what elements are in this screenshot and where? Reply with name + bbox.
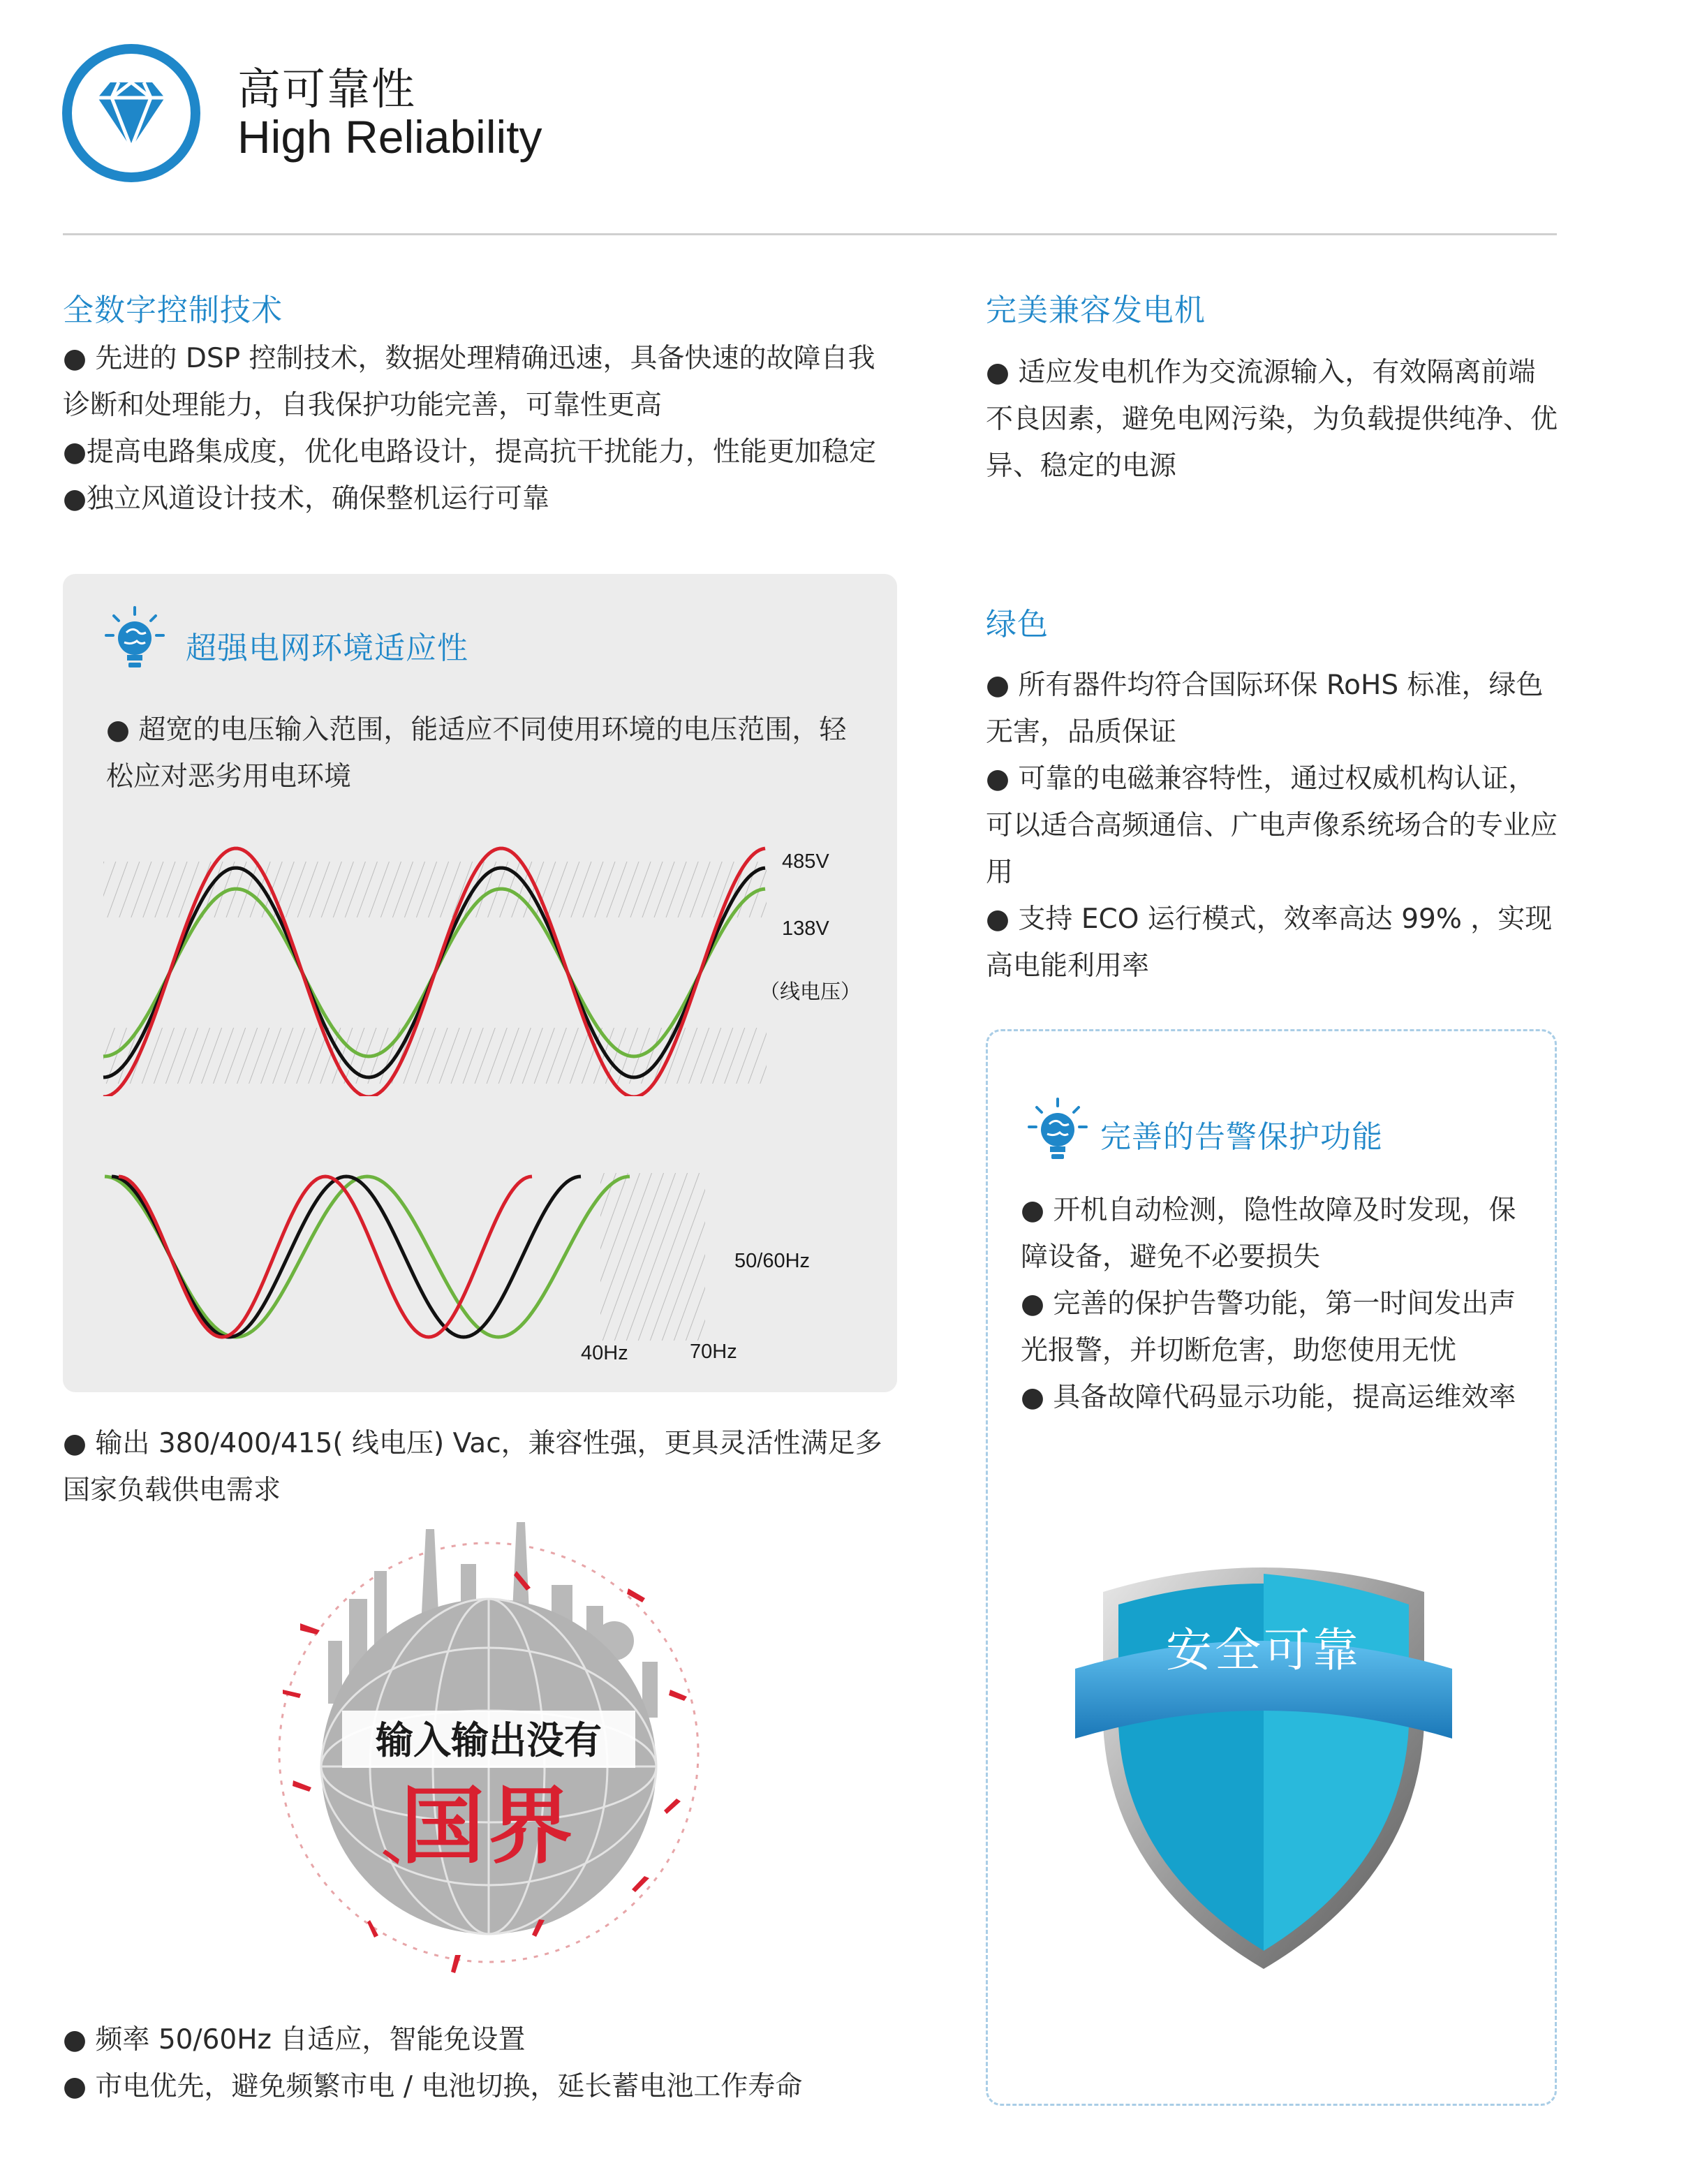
page-title-en: High Reliability bbox=[237, 111, 542, 163]
label-485v: 485V bbox=[782, 850, 829, 873]
label-line-voltage: （线电压） bbox=[760, 981, 862, 1003]
wave-black bbox=[112, 1176, 581, 1337]
alarm-title: 完善的告警保护功能 bbox=[1100, 1119, 1383, 1155]
alarm-bullet: ● 开机自动检测，隐性故障及时发现，保障设备，避免不必要损失 bbox=[1021, 1195, 1516, 1273]
output-bullet-item: ● 市电优先，避免频繁市电 / 电池切换，延长蓄电池工作寿命 bbox=[63, 2071, 803, 2102]
output-bullet-item: ● 频率 50/60Hz 自适应，智能免设置 bbox=[63, 2024, 526, 2056]
shield-text: 安全可靠 bbox=[1166, 1623, 1361, 1677]
alarm-bullet: ● 完善的保护告警功能，第一时间发出声光报警，并切断危害，助您使用无忧 bbox=[1021, 1288, 1516, 1366]
generator-bullet: ● 适应发电机作为交流源输入，有效隔离前端不良因素，避免电网污染，为负载提供纯净、优异、稳定的电源 bbox=[986, 357, 1558, 482]
low-voltage-band bbox=[103, 1028, 767, 1084]
grid-title: 超强电网环境适应性 bbox=[186, 630, 468, 666]
globe-text-line1: 输入输出没有 bbox=[376, 1718, 602, 1762]
output-bullets bbox=[63, 2016, 901, 2110]
wave-red bbox=[119, 1176, 532, 1337]
digital-bullet: ●独立风道设计技术，确保整机运行可靠 bbox=[63, 483, 550, 515]
digital-title: 全数字控制技术 bbox=[63, 293, 283, 328]
label-70hz: 70Hz bbox=[690, 1341, 737, 1363]
alarm-bullets bbox=[1021, 1187, 1537, 1421]
alarm-bullet: ● 具备故障代码显示功能，提高运维效率 bbox=[1021, 1382, 1516, 1413]
green-bullet: ● 支持 ECO 运行模式，效率高达 99% ，实现高电能利用率 bbox=[986, 903, 1553, 982]
grid-bullet: ● 超宽的电压输入范围，能适应不同使用环境的电压范围，轻松应对恶劣用电环境 bbox=[106, 714, 847, 792]
high-voltage-band bbox=[103, 862, 767, 917]
green-bullets bbox=[986, 662, 1562, 989]
voltage-wave-diagram bbox=[98, 845, 796, 1096]
generator-title: 完美兼容发电机 bbox=[986, 293, 1206, 328]
digital-bullets bbox=[63, 335, 901, 522]
label-138v: 138V bbox=[782, 917, 829, 940]
green-bullet: ● 所有器件均符合国际环保 RoHS 标准，绿色无害，品质保证 bbox=[986, 670, 1544, 748]
lightbulb-globe-icon bbox=[103, 605, 166, 674]
label-50-60hz: 50/60Hz bbox=[734, 1250, 811, 1272]
output-bullet: ● 输出 380/400/415( 线电压) Vac，兼容性强，更具灵活性满足多国家负载供电需求 bbox=[63, 1428, 882, 1506]
green-title: 绿色 bbox=[986, 607, 1049, 642]
frequency-band bbox=[600, 1173, 705, 1341]
page-title-zh: 高可靠性 bbox=[237, 64, 417, 115]
label-40hz: 40Hz bbox=[581, 1342, 628, 1364]
digital-bullet: ● 先进的 DSP 控制技术，数据处理精确迅速，具备快速的故障自我诊断和处理能力，自我保护功能完善，可靠性更高 bbox=[63, 343, 875, 421]
green-bullet: ● 可靠的电磁兼容特性，通过权威机构认证，可以适合高频通信、广电声像系统场合的专业应用 bbox=[986, 763, 1558, 888]
header-divider bbox=[63, 233, 1557, 235]
header-diamond-icon bbox=[61, 43, 201, 183]
frequency-wave-diagram bbox=[98, 1159, 796, 1355]
digital-bullet: ●提高电路集成度，优化电路设计，提高抗干扰能力，性能更加稳定 bbox=[63, 436, 877, 468]
lightbulb-globe-icon bbox=[1026, 1096, 1089, 1166]
globe-text-line2: 国界 bbox=[401, 1778, 577, 1875]
